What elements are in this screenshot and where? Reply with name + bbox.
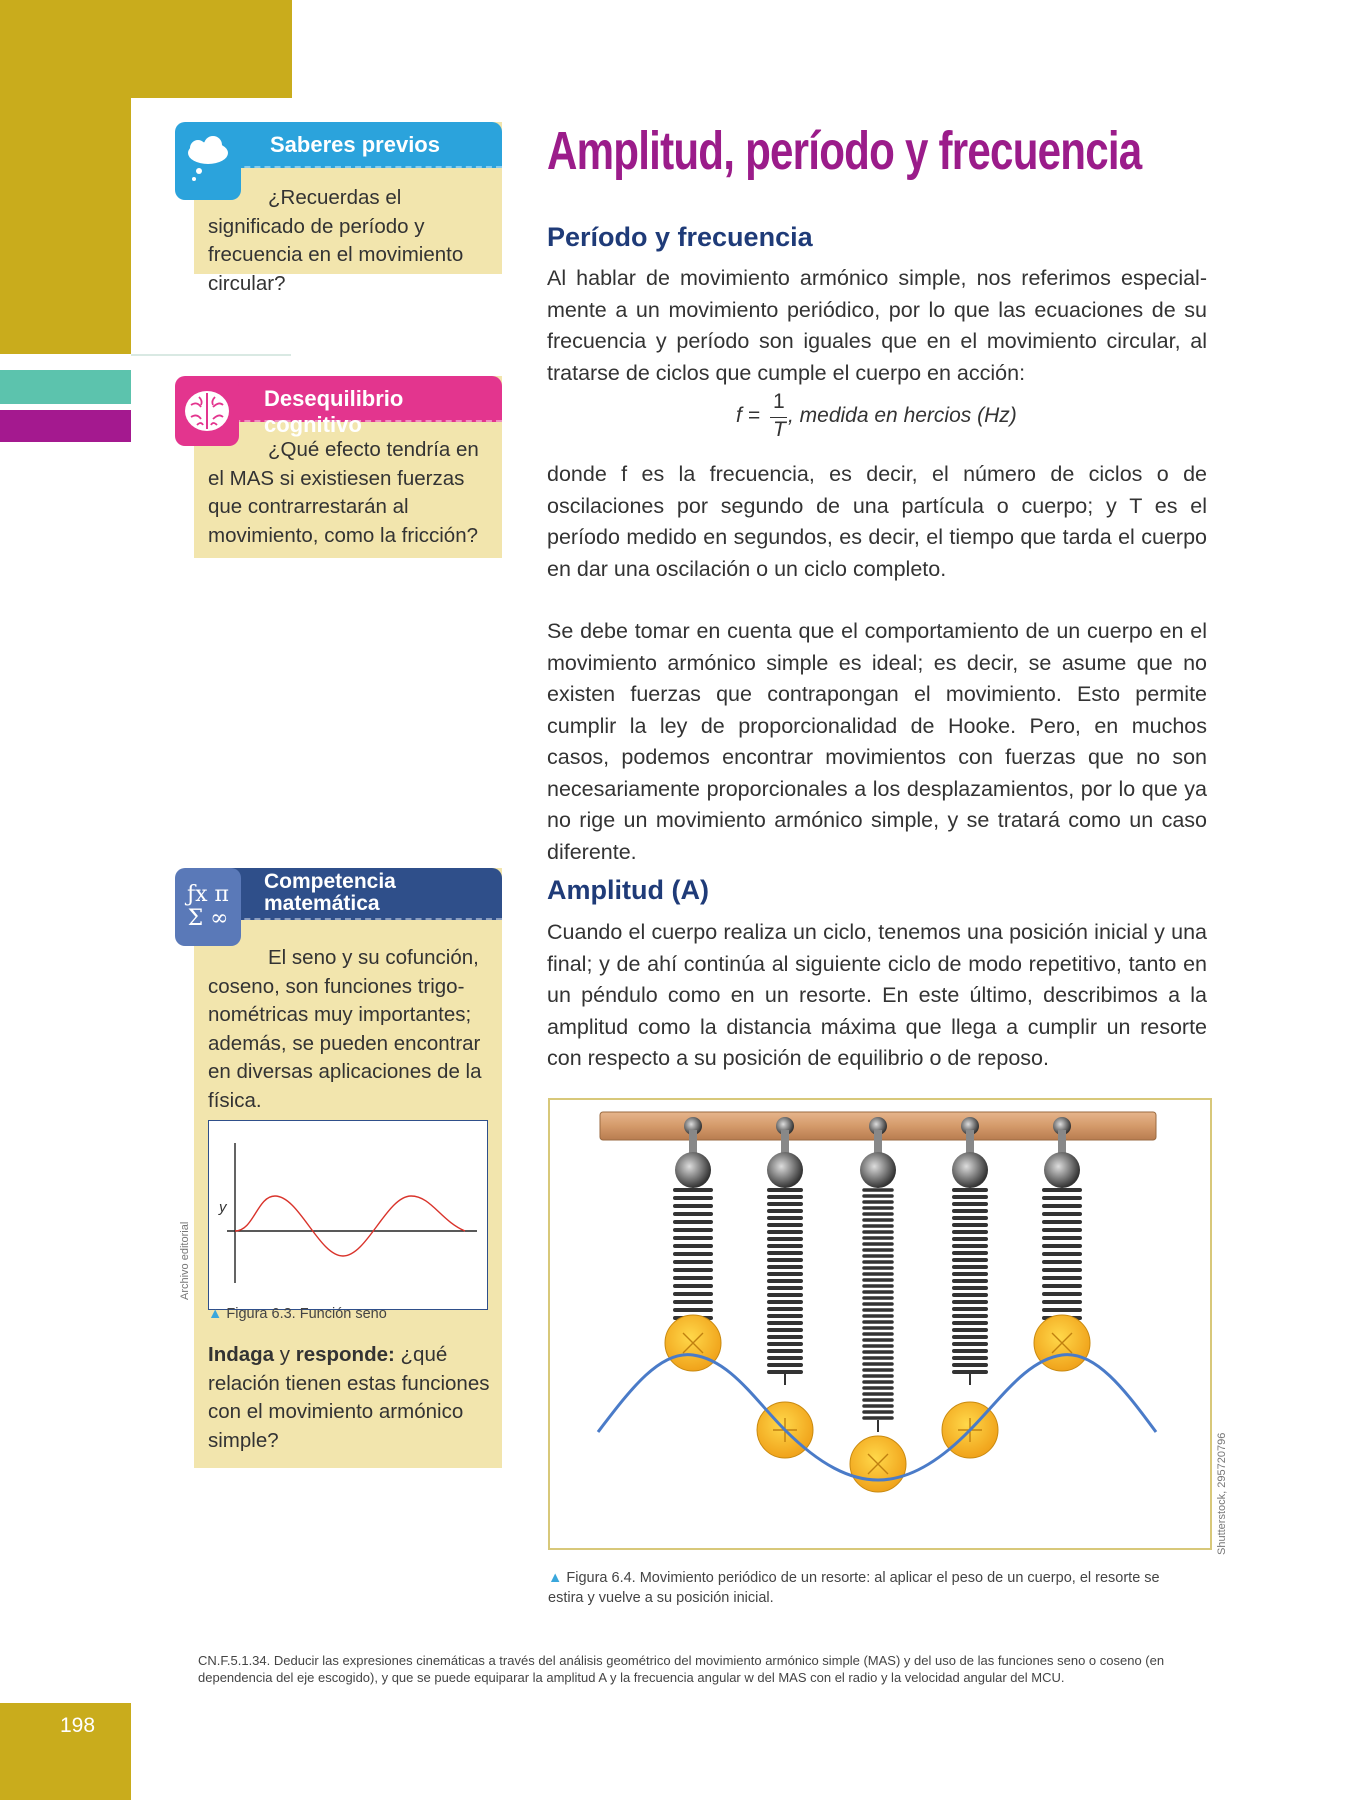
formula-f: f — [736, 404, 742, 427]
figure-6-4-text: Figura 6.4. Movimiento periódico de un resorte: al aplicar el peso de un cuerpo, el resorte se estira y vuelve a su posición inicial. — [548, 1570, 1160, 1606]
indaga-rest: ¿qué relación tienen estas funciones con el movimiento armónico simple? — [208, 1343, 490, 1452]
page-title: Amplitud, período y frecuencia — [547, 121, 1142, 181]
desequilibrio-text: ¿Qué efecto tendría en el MAS si existiesen fuerzas que contrarrestarán al movimiento, como la fricción? — [208, 438, 479, 547]
decor-gold-top — [0, 0, 292, 98]
competencia-title-line2: matemática — [264, 892, 380, 915]
page-number: 198 — [60, 1714, 96, 1737]
desequilibrio-header — [194, 376, 502, 437]
decor-teal-band — [0, 370, 131, 404]
spring-1 — [665, 1117, 721, 1371]
figure-6-3-text: Figura 6.3. Función seno — [226, 1306, 387, 1322]
indaga-bold2: responde: — [295, 1343, 395, 1366]
cloud-icon — [175, 122, 241, 200]
paragraph-periodo-3: Se debe tomar en cuenta que el comportamiento de un cuerpo en el movimiento armónico simple es ideal; es decir, se asume que no existen fuerzas que contrapongan el movimiento. Esto permite cumplir la ley de proporcionalidad de Hooke. Pero, en muchos casos, podemos encontrar movimientos con fuerzas que no son necesariamente proporcionales a los desplazamientos, por lo que ya no rige un movimiento armónico simple, y se tratará como un caso diferente. — [547, 619, 1207, 864]
curriculum-note: CN.F.5.1.34. Deducir las expresiones cinemáticas a través del análisis geométrico del movimiento armónico simple (MAS) y del uso de las funciones seno o coseno (en dependencia del eje escogido), y que se puede equiparar la amplitud A y la frecuencia angular w del MAS con el radio y la velocidad angular del MCU. — [198, 1653, 1165, 1685]
indaga-bold1: Indaga — [208, 1343, 275, 1366]
saberes-text: ¿Recuerdas el significado de período y frecuencia en el movimiento circular? — [208, 186, 464, 295]
formula-equals: = — [748, 404, 761, 427]
desequilibrio-box — [194, 376, 502, 558]
formula-units: , medida en hercios (Hz) — [788, 404, 1017, 427]
heading-amplitud: Amplitud (A) — [547, 875, 709, 905]
springs-figure — [548, 1098, 1212, 1550]
competencia-title-line1: Competencia — [264, 870, 396, 893]
graph-y-label: y — [219, 1199, 227, 1216]
decor-magenta-band — [0, 410, 131, 442]
desequilibrio-title: Desequilibrio cognitivo — [264, 386, 404, 437]
brain-icon — [175, 376, 239, 446]
heading-periodo-frecuencia: Período y frecuencia — [547, 222, 813, 252]
indaga-mid: y — [274, 1343, 296, 1366]
triangle-icon: ▲ — [548, 1570, 563, 1586]
sigma-infinity-icon: Σ ∞ — [187, 906, 229, 931]
frequency-formula — [734, 390, 1034, 450]
formula-denominator: T — [773, 418, 786, 441]
spring-3 — [850, 1117, 906, 1492]
paragraph-periodo-1: Al hablar de movimiento armónico simple, nos referimos especialmente a un movimiento periódico, por lo que las ecuaciones de su frecuencia y período son iguales que en el movimiento circular, al tratarse de ciclos que cumple el cuerpo en acción: — [547, 266, 1207, 385]
decor-gold-left — [0, 98, 131, 354]
decor-divider — [131, 354, 291, 356]
competencia-box — [194, 868, 502, 1468]
credit-right: Shutterstock, 295720796 — [1216, 1432, 1228, 1555]
indaga-text — [208, 1341, 492, 1455]
math-symbols-icon — [175, 868, 241, 946]
formula-numerator: 1 — [773, 390, 785, 413]
figure-6-3-caption — [208, 1304, 498, 1324]
saberes-title: Saberes previos — [270, 132, 440, 157]
paragraph-amplitud: Cuando el cuerpo realiza un ciclo, tenemos una posición inicial y una final; y de ahí continúa al siguiente ciclo de modo repetitivo, tanto en un péndulo como en un resorte. En este último, describimos a la amplitud como la distancia máxima que llega a cumplir un resorte con respecto a su posición de equilibrio o de reposo. — [547, 920, 1207, 1070]
triangle-icon: ▲ — [208, 1306, 223, 1322]
sine-graph — [208, 1120, 488, 1310]
figure-6-4-caption — [548, 1568, 1188, 1608]
competencia-text: El seno y su cofunción, coseno, son funciones trigonométricas muy importantes; además, se pueden encontrar en diversas aplicaciones de la física. — [208, 946, 482, 1112]
spring-5 — [1034, 1117, 1090, 1371]
credit-left: Archivo editorial — [179, 1221, 191, 1300]
fx-pi-icon: ƒx π — [186, 882, 229, 907]
paragraph-periodo-2: donde f es la frecuencia, es decir, el número de ciclos o de oscilaciones por segundo de una partícula o cuerpo; y T es el período medido en segundos, es decir, el tiempo que tarda el cuerpo en dar una oscilación o un ciclo completo. — [547, 462, 1207, 581]
